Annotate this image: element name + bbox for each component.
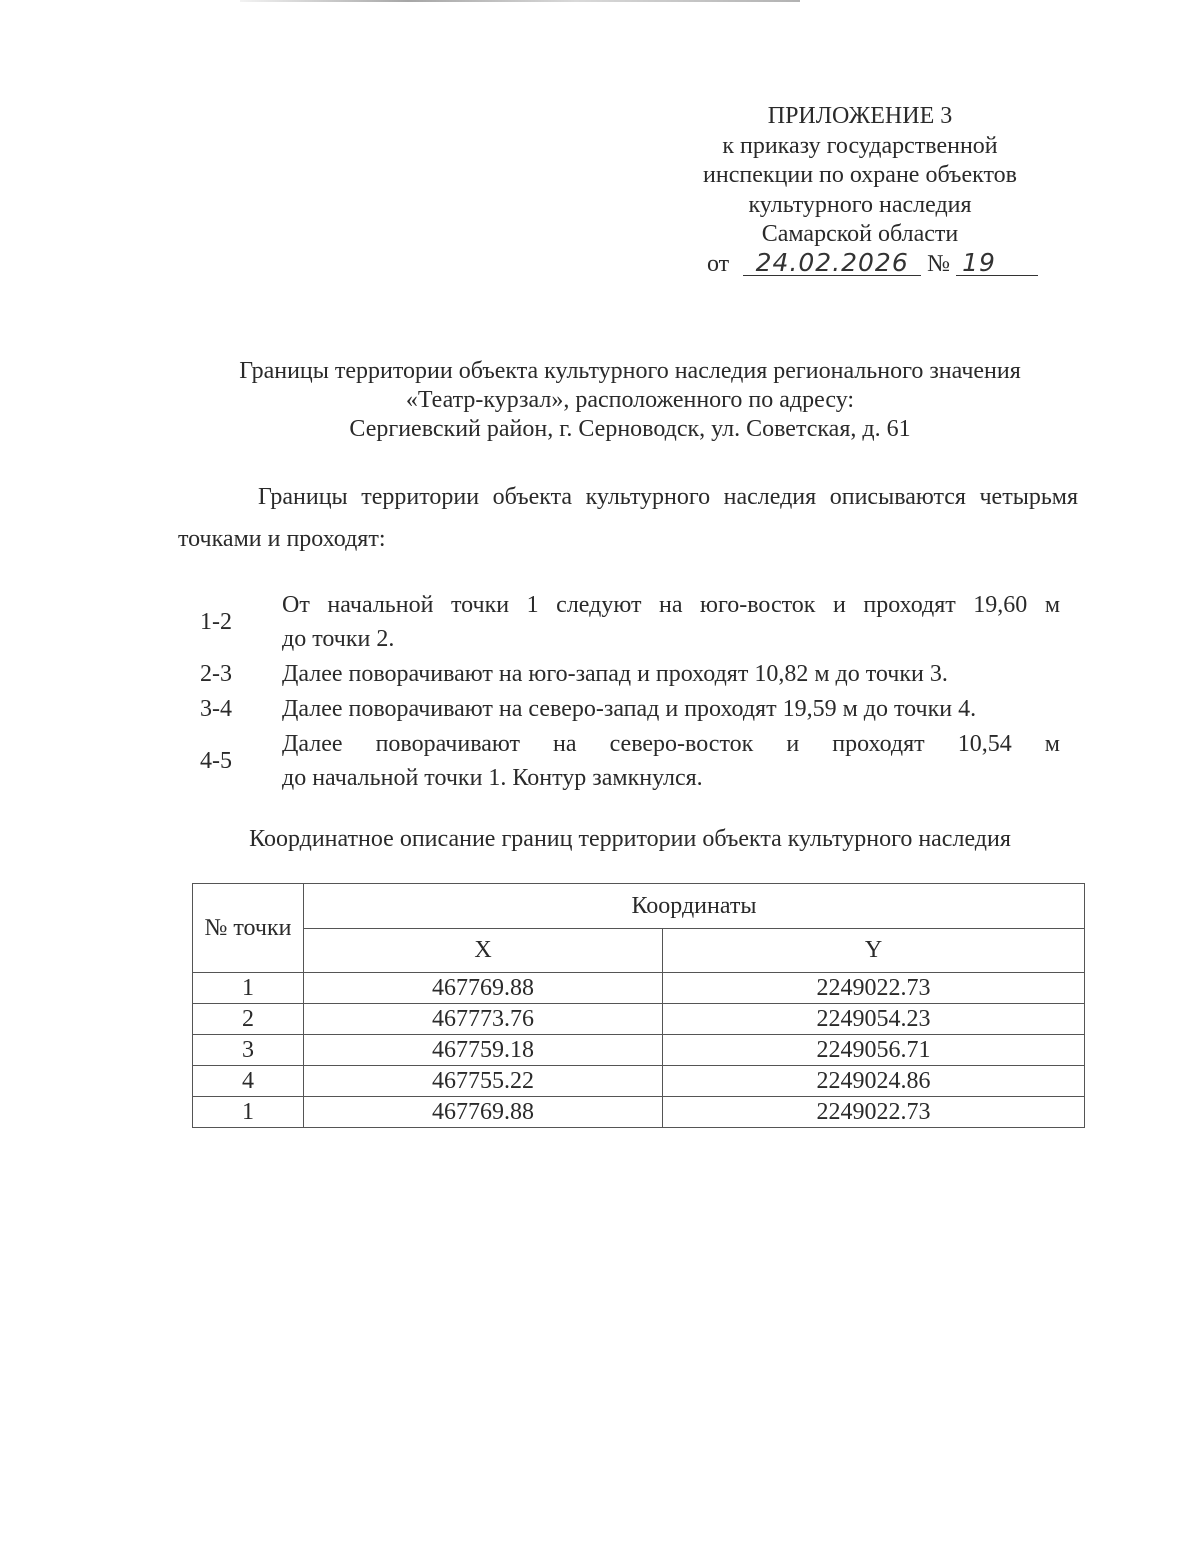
route-item [200,588,1060,656]
table-row [193,1097,1085,1128]
order-date-line [650,247,1070,280]
title-line: Границы территории объекта культурного наследия регионального значения [239,358,1021,384]
route-item [200,727,1060,795]
intro-text: Границы территории объекта культурного наследия описываются четырьмя точками и проходят: [178,484,1078,552]
x-cell: 467769.88 [304,1097,663,1128]
route-description [282,692,1060,726]
route-line: до начальной точки 1. Контур замкнулся. [282,765,703,791]
route-line: Далее поворачивают на северо-запад и проходят 19,59 м до точки 4. [282,696,977,722]
appendix-line: к приказу государственной [722,132,998,159]
route-line: Далее поворачивают на юго-запад и проходят 10,82 м до точки 3. [282,661,948,687]
route-item [200,657,1060,691]
point-cell: 3 [193,1035,304,1066]
title-line: Сергиевский район, г. Серноводск, ул. Советская, д. 61 [349,416,911,442]
route-line: до точки 2. [282,626,395,652]
y-cell: 2249056.71 [663,1035,1085,1066]
appendix-header [650,102,1070,279]
route-segment: 4-5 [200,748,232,774]
title-line: «Театр-курзал», расположенного по адресу: [405,387,855,413]
route-description [282,657,1060,691]
point-cell: 1 [193,973,304,1004]
route-segment: 3-4 [200,696,232,722]
route-segment: 1-2 [200,609,232,635]
scan-artifact-line [240,0,800,2]
x-cell: 467769.88 [304,973,663,1004]
point-cell: 4 [193,1066,304,1097]
handwritten-date: 24.02.2026 [743,251,921,276]
route-line: Далее поворачивают на северо-восток и проходят 10,54 м [282,731,1060,757]
x-cell: 467759.18 [304,1035,663,1066]
date-prefix: от [707,250,730,277]
table-row [193,1066,1085,1097]
route-segment: 2-3 [200,661,232,687]
x-cell: 467773.76 [304,1004,663,1035]
table-row [193,1004,1085,1035]
table-row [193,973,1085,1004]
y-cell: 2249054.23 [663,1004,1085,1035]
intro-paragraph [178,476,1078,560]
route-item [200,692,1060,726]
handwritten-number: 19 [956,251,1038,276]
x-cell: 467755.22 [304,1066,663,1097]
appendix-line: культурного наследия [748,191,972,218]
appendix-line: инспекции по охране объектов [703,162,1017,188]
route-description [282,588,1060,656]
appendix-line: Самарской области [761,221,959,247]
point-number-header: № точки [193,884,304,973]
point-cell: 1 [193,1097,304,1128]
appendix-title: ПРИЛОЖЕНИЕ 3 [767,103,953,129]
table-subheader-row [193,929,1085,973]
y-cell: 2249022.73 [663,973,1085,1004]
route-description [282,727,1060,795]
coordinates-header: Координаты [304,884,1085,929]
point-cell: 2 [193,1004,304,1035]
table-caption: Координатное описание границ территории объекта культурного наследия [249,826,1011,852]
x-header: X [304,929,663,973]
coordinates-table [192,883,1085,1128]
table-header-row [193,884,1085,929]
number-prefix: № [927,250,951,277]
y-cell: 2249022.73 [663,1097,1085,1128]
table-row [193,1035,1085,1066]
y-cell: 2249024.86 [663,1066,1085,1097]
document-title [160,357,1100,444]
y-header: Y [663,929,1085,973]
route-line: От начальной точки 1 следуют на юго-восток и проходят 19,60 м [282,592,1060,618]
boundary-route-list [200,588,1060,796]
